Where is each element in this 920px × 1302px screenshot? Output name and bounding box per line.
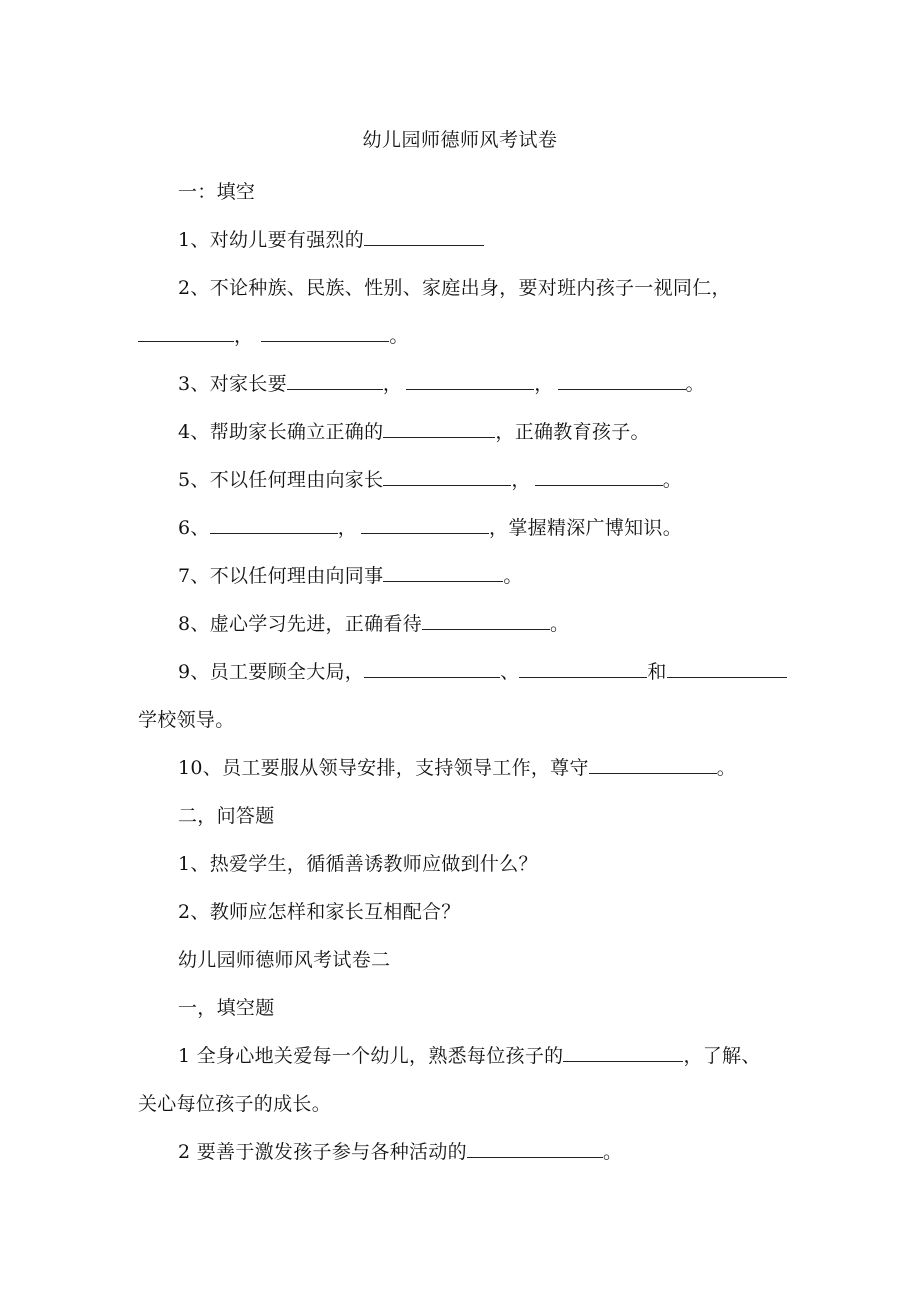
question-9-continued: 学校领导。: [138, 709, 235, 731]
question-text-after: ，掌握精深广博知识。: [489, 517, 683, 539]
answer-blank: [383, 471, 511, 486]
question-text: 5、不以任何理由向家长: [178, 469, 384, 491]
separator: ，: [234, 325, 254, 347]
separator: ，: [382, 373, 403, 395]
separator: 、: [500, 661, 520, 683]
end-mark: 。: [716, 757, 737, 779]
blank-question-1: [178, 1041, 761, 1068]
question-text: 2、不论种族、民族、性别、家庭出身，要对班内孩子一视同仁，: [178, 277, 731, 299]
separator: ，: [511, 469, 531, 491]
answer-blank: [138, 327, 234, 342]
answer-blank: [563, 1047, 683, 1062]
separator: ，: [337, 517, 358, 539]
question-text: 8、虚心学习先进，正确看待: [178, 613, 422, 635]
question-text: 1、对幼儿要有强烈的: [178, 229, 365, 251]
question-6: [178, 513, 682, 540]
question-7: [178, 561, 523, 588]
end-mark: 。: [602, 1141, 623, 1163]
end-mark: 。: [503, 565, 523, 587]
answer-blank: [406, 375, 534, 390]
separator: ，: [534, 373, 554, 395]
question-text-after: ，正确教育孩子。: [495, 421, 650, 443]
question-text-after: ，了解、: [683, 1045, 761, 1067]
answer-blank: [383, 567, 503, 582]
question-9: [178, 657, 787, 684]
question-text: 10、员工要服从领导安排，支持领导工作，尊守: [178, 757, 589, 779]
answer-blank: [467, 1143, 603, 1158]
answer-blank: [667, 663, 787, 678]
end-mark: 。: [662, 469, 683, 491]
section-fill-blank: 一：填空: [178, 181, 256, 203]
question-text: 1 全身心地关爱每一个幼儿，熟悉每位孩子的: [178, 1045, 564, 1067]
answer-blank: [589, 759, 717, 774]
section-qa: 二，问答题: [178, 805, 275, 827]
answer-blank: [535, 471, 663, 486]
question-text: 2 要善于激发孩子参与各种活动的: [178, 1141, 467, 1163]
question-5: [178, 465, 682, 492]
answer-blank: [261, 327, 389, 342]
question-2-continued: [138, 321, 409, 348]
answer-blank: [558, 375, 686, 390]
answer-blank: [361, 519, 489, 534]
answer-blank: [287, 375, 383, 390]
blank-question-2: [178, 1137, 622, 1164]
qa-question-1: 1、热爱学生，循循善诱教师应做到什么？: [178, 853, 538, 875]
section-fill-blank-2: 一，填空题: [178, 997, 275, 1019]
answer-blank: [519, 663, 647, 678]
end-mark: 。: [550, 613, 570, 635]
question-text: 9、员工要顾全大局，: [178, 661, 365, 683]
question-text: 7、不以任何理由向同事: [178, 565, 384, 587]
question-text: 4、帮助家长确立正确的: [178, 421, 384, 443]
answer-blank: [422, 615, 550, 630]
answer-blank: [210, 519, 338, 534]
blank-question-1-continued: 关心每位孩子的成长。: [138, 1093, 332, 1115]
answer-blank: [383, 423, 495, 438]
question-2: [178, 273, 731, 300]
question-8: [178, 609, 569, 636]
qa-question-2: 2、教师应怎样和家长互相配合？: [178, 901, 461, 923]
end-mark: 。: [685, 373, 705, 395]
question-text: 6、: [178, 517, 210, 539]
answer-blank: [364, 231, 484, 246]
question-3: [178, 369, 705, 396]
exam-title-2: 幼儿园师德师风考试卷二: [178, 949, 391, 971]
conjunction: 和: [647, 661, 667, 683]
answer-blank: [364, 663, 500, 678]
end-mark: 。: [389, 325, 409, 347]
exam-title: 幼儿园师德师风考试卷: [362, 129, 558, 151]
question-4: [178, 417, 650, 444]
question-text: 3、对家长要: [178, 373, 287, 395]
question-10: [178, 753, 736, 780]
question-1: [178, 225, 484, 252]
